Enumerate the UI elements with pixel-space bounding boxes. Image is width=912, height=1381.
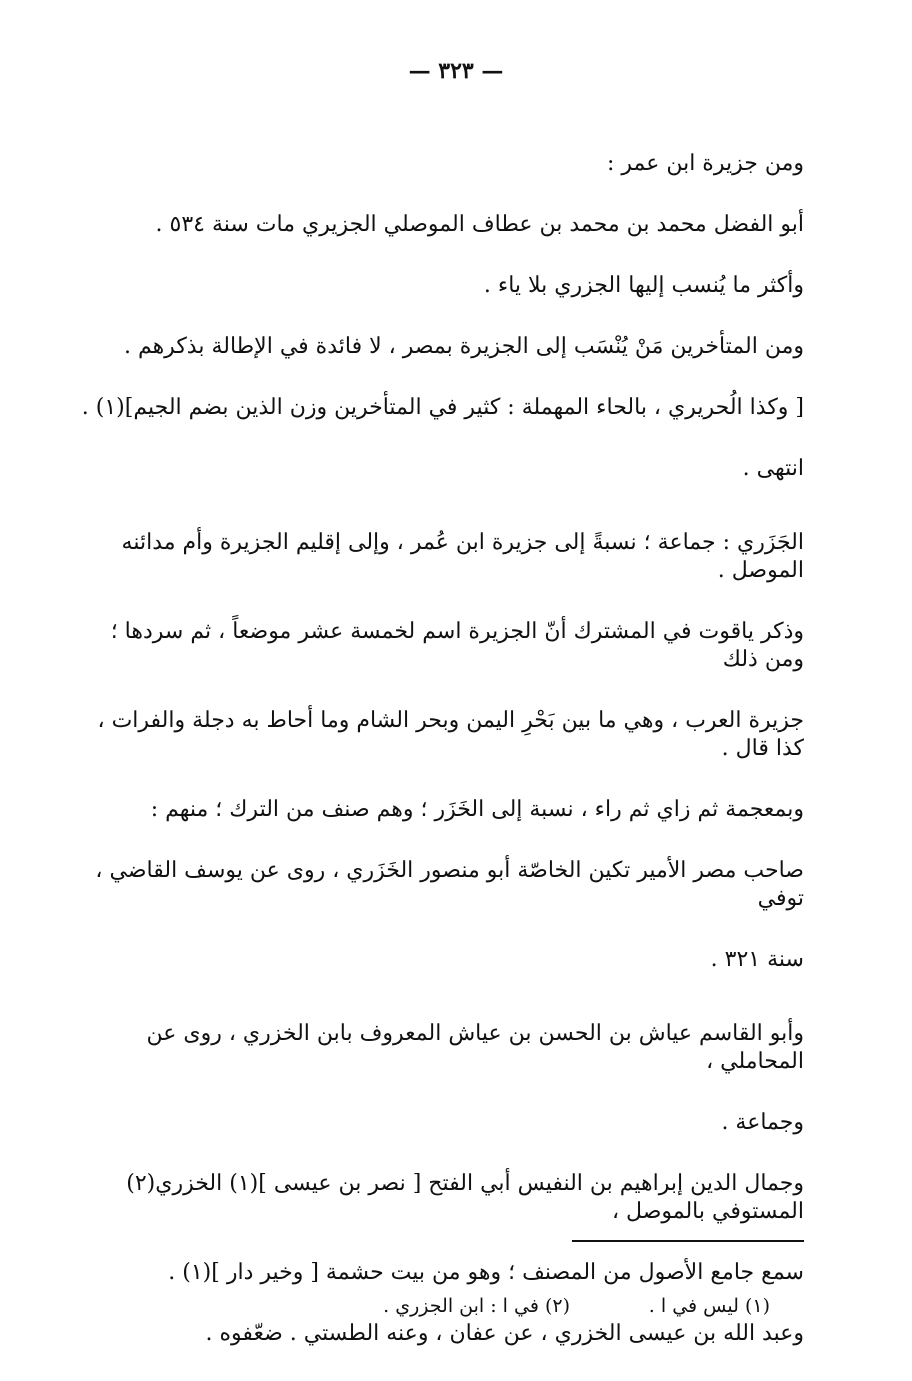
paragraph [78, 618, 804, 763]
text-line: وذكر ياقوت في المشترك أنّ الجزيرة اسم لخمسة عشر موضعاً ، ثم سردها ؛ ومن ذلك [110, 619, 804, 672]
paragraph [78, 1020, 804, 1137]
text-line: ومن جزيرة ابن عمر : [606, 151, 804, 176]
page-number: — ٣٢٣ — [408, 58, 504, 84]
text-line: انتهى . [742, 456, 804, 481]
text-line: وأبو القاسم عياش بن الحسن بن عياش المعروف بابن الخزري ، روى عن المحاملي ، [146, 1021, 804, 1074]
paragraph [78, 1170, 804, 1287]
text-line: أبو الفضل محمد بن محمد بن عطاف الموصلي الجزيري مات سنة ٥٣٤ . [155, 212, 804, 237]
text-line: وجماعة . [721, 1110, 804, 1135]
body-text [78, 150, 804, 1381]
footnote-1: (١) ليس في ا . [648, 1295, 770, 1317]
text-line: ومن المتأخرين مَنْ يُنْسَب إلى الجزيرة بمصر ، لا فائدة في الإطالة بذكرهم . [123, 334, 804, 359]
footnote-2: (٢) في ا : ابن الجزري . [383, 1295, 570, 1317]
text-line: الجَزَري : جماعة ؛ نسبةً إلى جزيرة ابن عُمر ، وإلى إقليم الجزيرة وأم مدائنه الموصل . [121, 530, 804, 583]
paragraph [78, 394, 804, 483]
text-line: جزيرة العرب ، وهي ما بين بَحْرِ اليمن وبحر الشام وما أحاط به دجلة والفرات ، كذا قال . [97, 708, 804, 761]
text-line: وبمعجمة ثم زاي ثم راء ، نسبة إلى الخَزَر ؛ وهم صنف من الترك ؛ منهم : [150, 797, 804, 822]
text-line: وأكثر ما يُنسب إليها الجزري بلا ياء . [483, 273, 804, 298]
text-line: سنة ٣٢١ . [710, 947, 804, 972]
footnote-divider [572, 1240, 804, 1242]
text-line: صاحب مصر الأمير تكين الخاصّة أبو منصور الخَزَري ، روى عن يوسف القاضي ، توفي [95, 858, 804, 911]
text-line: وجمال الدين إبراهيم بن النفيس أبي الفتح [ نصر بن عيسى ](١) الخزري(٢) المستوفي بالموصل ، [126, 1171, 804, 1224]
paragraph [78, 272, 804, 300]
paragraph [78, 150, 804, 178]
paragraph [78, 1320, 804, 1348]
text-line: سمع جامع الأصول من المصنف ؛ وهو من بيت حشمة [ وخير دار ](١) . [168, 1260, 804, 1285]
text-line: وعبد الله بن عيسى الخزري ، عن عفان ، وعنه الطستي . ضعّفوه . [205, 1321, 804, 1346]
paragraph [78, 529, 804, 585]
paragraph [78, 857, 804, 974]
paragraph [78, 333, 804, 361]
paragraph [78, 211, 804, 239]
text-line: [ وكذا الُحريري ، بالحاء المهملة : كثير في المتأخرين وزن الذين بضم الجيم](١) . [81, 395, 804, 420]
paragraph [78, 796, 804, 824]
